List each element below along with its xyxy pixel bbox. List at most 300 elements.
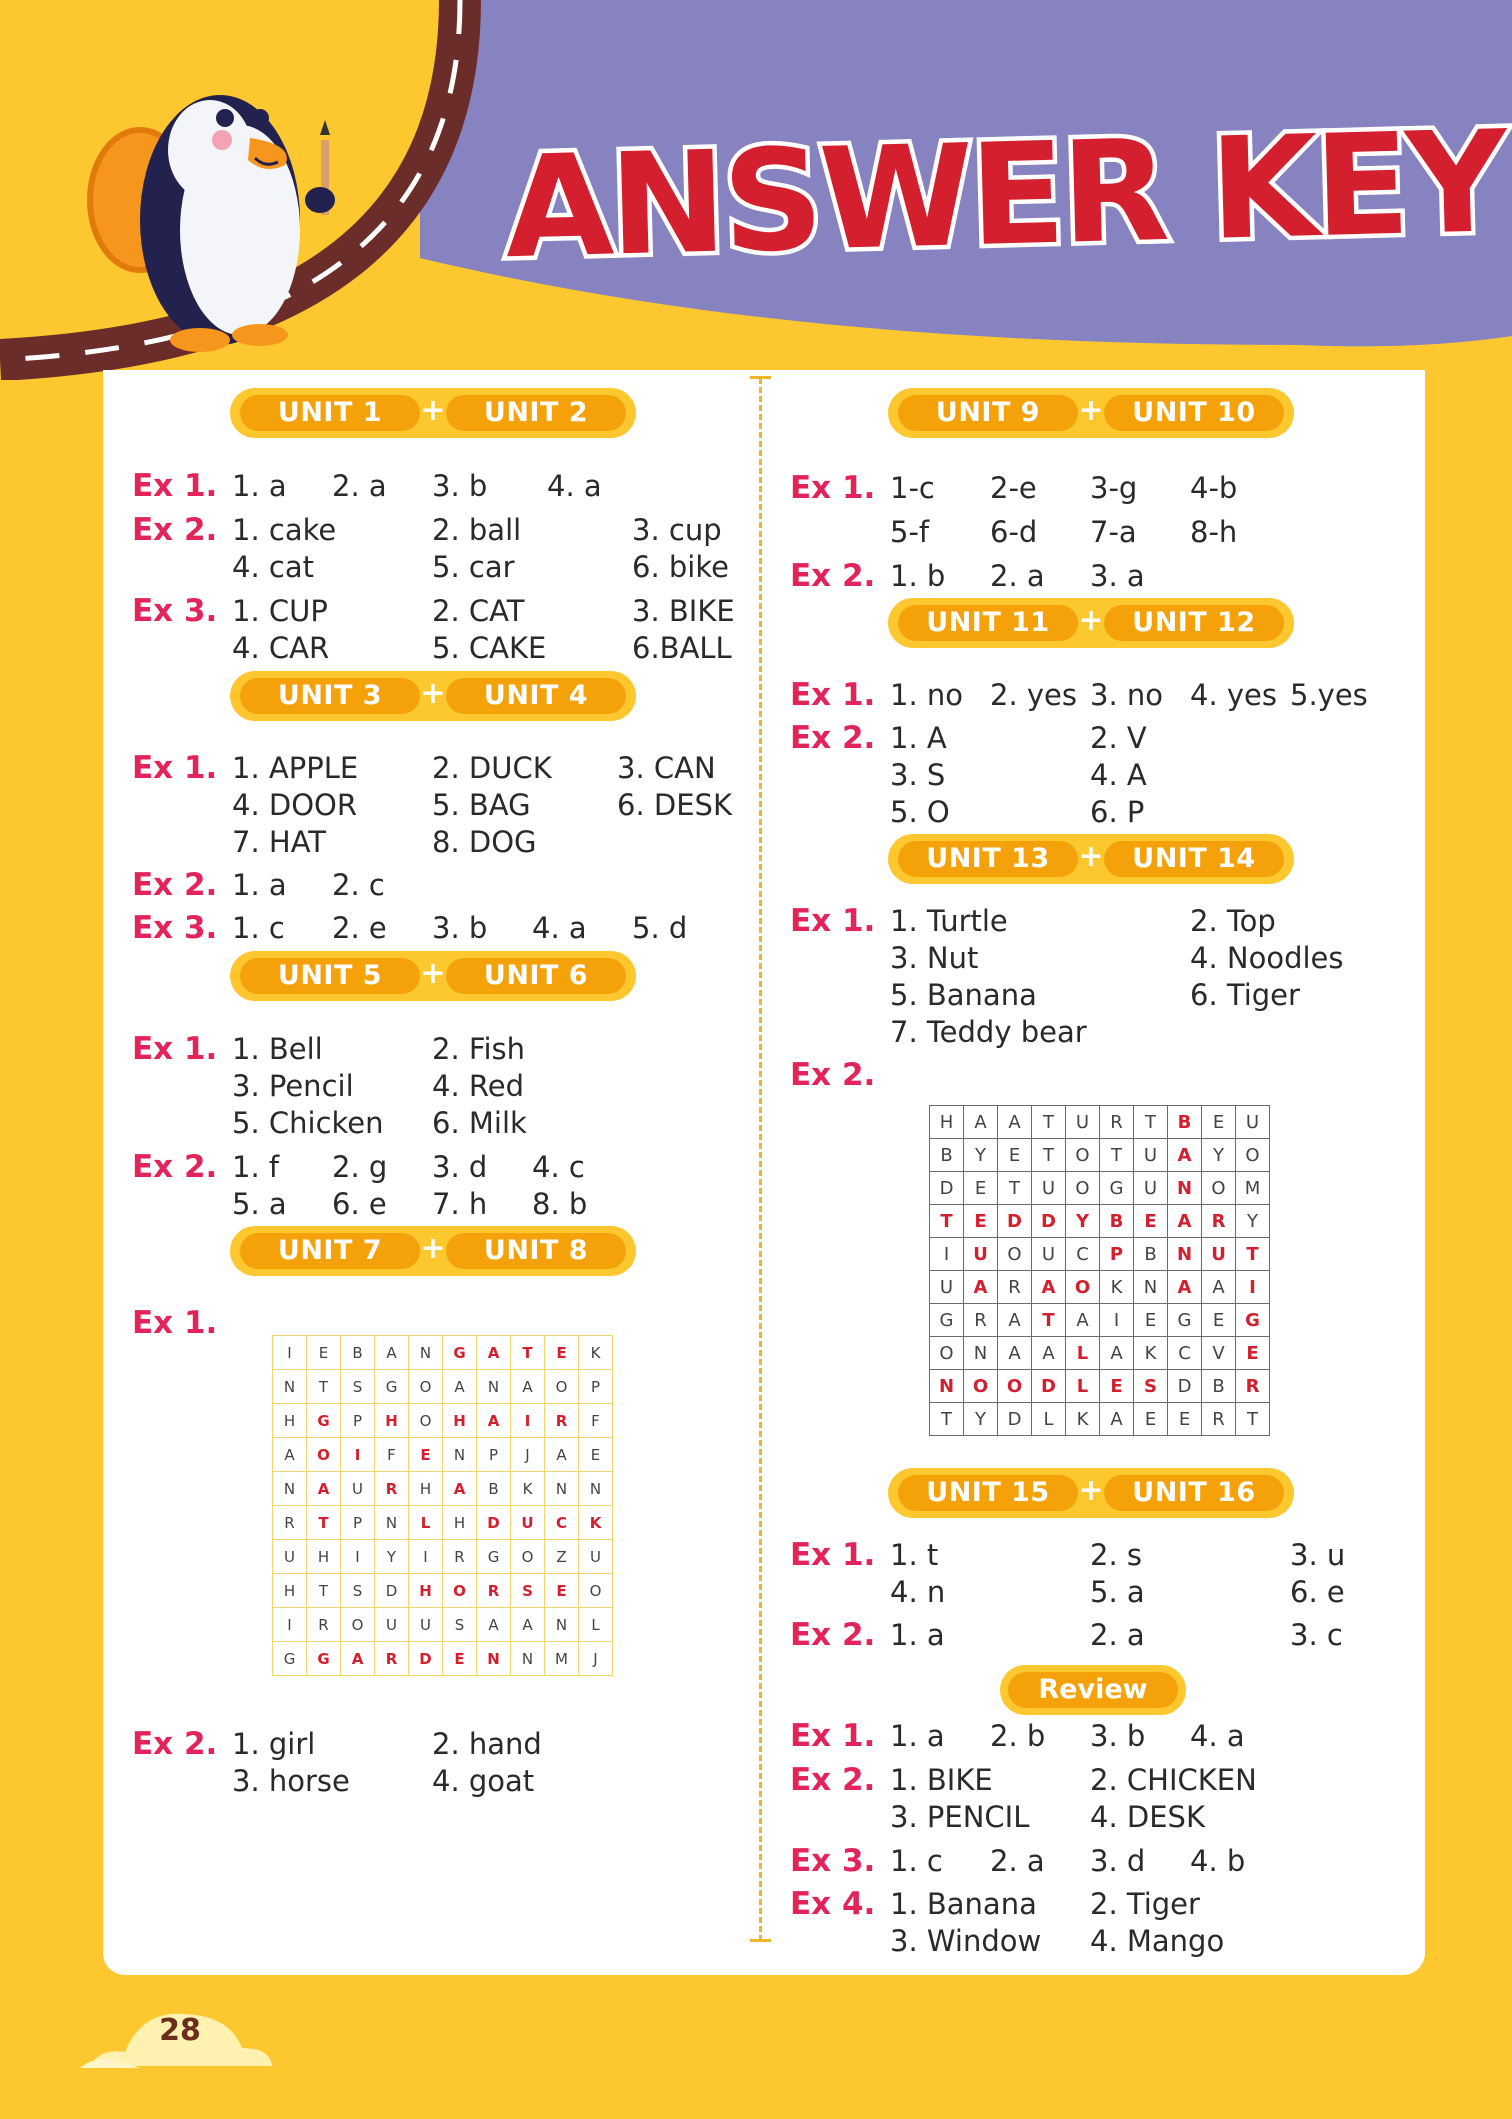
unit-label-12: UNIT 12: [1104, 605, 1284, 641]
grid-cell: D: [998, 1403, 1032, 1436]
grid-cell: A: [1100, 1403, 1134, 1436]
grid-cell: T: [307, 1370, 341, 1404]
answer: 4. c: [532, 1150, 585, 1184]
grid-cell: S: [511, 1574, 545, 1608]
grid-cell: A: [511, 1370, 545, 1404]
grid-cell: A: [998, 1304, 1032, 1337]
answer: 2. hand: [432, 1727, 542, 1761]
grid-row: [930, 1337, 1270, 1370]
grid-cell: R: [307, 1608, 341, 1642]
grid-cell: D: [930, 1172, 964, 1205]
grid-cell: H: [273, 1574, 307, 1608]
grid-cell: T: [998, 1172, 1032, 1205]
grid-cell: N: [1134, 1271, 1168, 1304]
unit-header-13-14: [888, 834, 1294, 884]
grid-cell: O: [511, 1540, 545, 1574]
grid-cell: T: [1100, 1139, 1134, 1172]
unit-header-11-12: [888, 598, 1294, 648]
answer: 3. Nut: [890, 941, 979, 975]
word-search-grid-b: [929, 1105, 1270, 1436]
answer: 1. A: [890, 721, 947, 755]
unit-label-9: UNIT 9: [898, 395, 1078, 431]
grid-cell: I: [273, 1608, 307, 1642]
grid-cell: M: [1236, 1172, 1270, 1205]
answer: 3-g: [1090, 471, 1138, 505]
grid-cell: D: [409, 1642, 443, 1676]
grid-cell: O: [443, 1574, 477, 1608]
answer: 1. girl: [232, 1727, 316, 1761]
grid-cell: T: [1032, 1304, 1066, 1337]
answer: 4. Mango: [1090, 1924, 1225, 1958]
grid-cell: A: [273, 1438, 307, 1472]
grid-cell: R: [1202, 1205, 1236, 1238]
grid-cell: Y: [964, 1139, 998, 1172]
answer: 5. CAKE: [432, 631, 547, 665]
grid-row: [930, 1139, 1270, 1172]
word-search-grid-a: [272, 1335, 613, 1676]
grid-cell: R: [375, 1472, 409, 1506]
answer: 4. CAR: [232, 631, 330, 665]
grid-cell: D: [1032, 1205, 1066, 1238]
unit-header-1-2: [230, 388, 636, 438]
grid-cell: O: [930, 1337, 964, 1370]
grid-cell: G: [443, 1336, 477, 1370]
grid-cell: T: [307, 1506, 341, 1540]
grid-cell: N: [477, 1642, 511, 1676]
grid-cell: L: [409, 1506, 443, 1540]
grid-cell: G: [273, 1642, 307, 1676]
grid-cell: E: [964, 1172, 998, 1205]
grid-cell: K: [511, 1472, 545, 1506]
exercise-label: Ex 2.: [790, 1762, 876, 1798]
answer: 5. a: [1090, 1575, 1145, 1609]
grid-cell: Y: [1236, 1205, 1270, 1238]
grid-cell: I: [273, 1336, 307, 1370]
grid-cell: U: [1236, 1106, 1270, 1139]
grid-cell: G: [375, 1370, 409, 1404]
grid-cell: U: [579, 1540, 613, 1574]
unit-label-6: UNIT 6: [446, 958, 626, 994]
grid-cell: T: [1032, 1106, 1066, 1139]
grid-cell: A: [1168, 1205, 1202, 1238]
answer: 3. b: [432, 911, 488, 945]
grid-cell: O: [409, 1404, 443, 1438]
answer: 6.BALL: [632, 631, 732, 665]
grid-cell: G: [1168, 1304, 1202, 1337]
grid-cell: D: [998, 1205, 1032, 1238]
answer: 4. cat: [232, 550, 314, 584]
column-divider-cap-bottom: [750, 1939, 771, 1942]
grid-cell: I: [341, 1540, 375, 1574]
grid-cell: T: [1134, 1106, 1168, 1139]
answer: 2. Fish: [432, 1032, 526, 1066]
grid-cell: U: [964, 1238, 998, 1271]
grid-cell: G: [477, 1540, 511, 1574]
grid-cell: S: [1134, 1370, 1168, 1403]
answer: 4. b: [1190, 1844, 1246, 1878]
grid-cell: E: [409, 1438, 443, 1472]
exercise-label: Ex 1.: [132, 1305, 218, 1341]
grid-row: [930, 1304, 1270, 1337]
answer: 6. Tiger: [1190, 978, 1300, 1012]
answer: 7. Teddy bear: [890, 1015, 1087, 1049]
answer: 4. Red: [432, 1069, 524, 1103]
answer: 2. a: [1090, 1618, 1145, 1652]
grid-cell: I: [930, 1238, 964, 1271]
grid-cell: P: [579, 1370, 613, 1404]
grid-cell: H: [409, 1574, 443, 1608]
unit-label-11: UNIT 11: [898, 605, 1078, 641]
grid-cell: V: [1202, 1337, 1236, 1370]
unit-header-9-10: [888, 388, 1294, 438]
exercise-label: Ex 1.: [132, 468, 218, 504]
grid-cell: N: [477, 1370, 511, 1404]
grid-cell: Y: [1202, 1139, 1236, 1172]
exercise-label: Ex 1.: [132, 750, 218, 786]
answer: 7. HAT: [232, 825, 326, 859]
grid-cell: I: [409, 1540, 443, 1574]
grid-cell: A: [1168, 1271, 1202, 1304]
exercise-label: Ex 2.: [790, 1617, 876, 1653]
unit-label-3: UNIT 3: [240, 678, 420, 714]
grid-cell: O: [579, 1574, 613, 1608]
grid-cell: O: [964, 1370, 998, 1403]
answer: 1. c: [232, 911, 285, 945]
grid-cell: D: [477, 1506, 511, 1540]
grid-cell: N: [1168, 1238, 1202, 1271]
grid-cell: E: [307, 1336, 341, 1370]
grid-cell: S: [341, 1370, 375, 1404]
grid-cell: G: [307, 1642, 341, 1676]
answer: 1. cake: [232, 513, 337, 547]
grid-cell: I: [1100, 1304, 1134, 1337]
grid-cell: N: [545, 1608, 579, 1642]
grid-row: [273, 1472, 613, 1506]
exercise-label: Ex 1.: [132, 1031, 218, 1067]
grid-cell: K: [1134, 1337, 1168, 1370]
unit-label-15: UNIT 15: [898, 1475, 1078, 1511]
grid-cell: F: [375, 1438, 409, 1472]
answer: 3. c: [1290, 1618, 1343, 1652]
grid-cell: K: [579, 1336, 613, 1370]
grid-cell: P: [341, 1506, 375, 1540]
answer: 2. CAT: [432, 594, 525, 628]
grid-cell: R: [443, 1540, 477, 1574]
answer: 2. Top: [1190, 904, 1276, 938]
exercise-label: Ex 2.: [132, 1726, 218, 1762]
answer: 2. c: [332, 868, 385, 902]
answer: 5. d: [632, 911, 688, 945]
plus-icon: +: [1078, 1473, 1104, 1508]
grid-cell: T: [1236, 1403, 1270, 1436]
grid-cell: Y: [964, 1403, 998, 1436]
unit-label-5: UNIT 5: [240, 958, 420, 994]
answer: 2. a: [990, 1844, 1045, 1878]
answer: 2. ball: [432, 513, 522, 547]
answer: 3. a: [1090, 559, 1145, 593]
review-label: Review: [1008, 1672, 1178, 1708]
grid-cell: E: [1134, 1205, 1168, 1238]
page-title: ANSWER KEY: [503, 101, 1506, 291]
answer: 2. Tiger: [1090, 1887, 1200, 1921]
exercise-label: Ex 1.: [790, 470, 876, 506]
grid-cell: N: [964, 1337, 998, 1370]
unit-label-13: UNIT 13: [898, 841, 1078, 877]
grid-cell: U: [1066, 1106, 1100, 1139]
grid-cell: O: [1236, 1139, 1270, 1172]
unit-label-14: UNIT 14: [1104, 841, 1284, 877]
grid-cell: E: [1202, 1106, 1236, 1139]
grid-cell: T: [930, 1205, 964, 1238]
grid-row: [273, 1540, 613, 1574]
answer: 3. b: [1090, 1719, 1146, 1753]
grid-cell: A: [1168, 1139, 1202, 1172]
grid-cell: H: [443, 1506, 477, 1540]
grid-cell: T: [1236, 1238, 1270, 1271]
answer: 3. BIKE: [632, 594, 735, 628]
plus-icon: +: [1078, 839, 1104, 874]
grid-cell: N: [273, 1472, 307, 1506]
exercise-label: Ex 1.: [790, 1537, 876, 1573]
grid-cell: R: [1236, 1370, 1270, 1403]
grid-cell: K: [579, 1506, 613, 1540]
exercise-label: Ex 3.: [790, 1843, 876, 1879]
grid-cell: B: [1202, 1370, 1236, 1403]
grid-cell: L: [579, 1608, 613, 1642]
grid-cell: O: [545, 1370, 579, 1404]
answer: 1. APPLE: [232, 751, 359, 785]
grid-cell: E: [1100, 1370, 1134, 1403]
grid-row: [273, 1336, 613, 1370]
grid-cell: D: [1032, 1370, 1066, 1403]
answer: 3. d: [1090, 1844, 1146, 1878]
grid-cell: O: [307, 1438, 341, 1472]
grid-cell: L: [1066, 1370, 1100, 1403]
answer: 1. no: [890, 678, 964, 712]
plus-icon: +: [420, 676, 446, 711]
grid-cell: E: [545, 1336, 579, 1370]
answer: 5.yes: [1290, 678, 1368, 712]
answer: 5-f: [890, 515, 930, 549]
grid-cell: A: [341, 1642, 375, 1676]
plus-icon: +: [420, 393, 446, 428]
grid-cell: U: [341, 1472, 375, 1506]
exercise-label: Ex 3.: [132, 593, 218, 629]
answer: 1. BIKE: [890, 1763, 993, 1797]
answer: 7-a: [1090, 515, 1137, 549]
unit-header-5-6: [230, 951, 636, 1001]
answer: 6. e: [332, 1187, 387, 1221]
answer: 3. S: [890, 758, 946, 792]
grid-cell: R: [545, 1404, 579, 1438]
answer: 3. horse: [232, 1764, 350, 1798]
answer: 1. a: [890, 1618, 945, 1652]
unit-label-7: UNIT 7: [240, 1233, 420, 1269]
grid-cell: G: [930, 1304, 964, 1337]
grid-cell: P: [477, 1438, 511, 1472]
grid-cell: B: [477, 1472, 511, 1506]
plus-icon: +: [1078, 393, 1104, 428]
grid-cell: L: [1066, 1337, 1100, 1370]
grid-row: [930, 1238, 1270, 1271]
answer: 6. bike: [632, 550, 729, 584]
exercise-label: Ex 4.: [790, 1886, 876, 1922]
grid-cell: U: [930, 1271, 964, 1304]
grid-cell: U: [409, 1608, 443, 1642]
answer: 1. a: [890, 1719, 945, 1753]
grid-row: [273, 1404, 613, 1438]
grid-row: [273, 1506, 613, 1540]
answer: 4. DOOR: [232, 788, 358, 822]
grid-cell: K: [1100, 1271, 1134, 1304]
answer: 3. u: [1290, 1538, 1346, 1572]
answer: 4. n: [890, 1575, 946, 1609]
grid-cell: A: [1202, 1271, 1236, 1304]
unit-label-2: UNIT 2: [446, 395, 626, 431]
grid-cell: H: [307, 1540, 341, 1574]
grid-cell: A: [1100, 1337, 1134, 1370]
answer: 3. Pencil: [232, 1069, 354, 1103]
grid-cell: R: [1202, 1403, 1236, 1436]
grid-cell: F: [579, 1404, 613, 1438]
grid-cell: G: [307, 1404, 341, 1438]
grid-cell: T: [307, 1574, 341, 1608]
grid-cell: B: [341, 1336, 375, 1370]
grid-cell: A: [964, 1106, 998, 1139]
grid-cell: A: [998, 1106, 1032, 1139]
grid-cell: B: [1168, 1106, 1202, 1139]
answer: 5. Banana: [890, 978, 1037, 1012]
answer: 4. a: [547, 469, 602, 503]
answer: 2. a: [990, 559, 1045, 593]
answer: 6-d: [990, 515, 1038, 549]
grid-cell: H: [443, 1404, 477, 1438]
grid-cell: H: [409, 1472, 443, 1506]
grid-cell: N: [930, 1370, 964, 1403]
grid-cell: B: [1134, 1238, 1168, 1271]
grid-cell: O: [1066, 1271, 1100, 1304]
grid-cell: U: [273, 1540, 307, 1574]
plus-icon: +: [420, 1231, 446, 1266]
answer: 4. a: [1190, 1719, 1245, 1753]
review-header: [1000, 1665, 1186, 1715]
plus-icon: +: [1078, 603, 1104, 638]
grid-row: [930, 1205, 1270, 1238]
answer: 5. O: [890, 795, 950, 829]
grid-cell: A: [443, 1472, 477, 1506]
answer: 1. t: [890, 1538, 939, 1572]
answer: 1. Turtle: [890, 904, 1008, 938]
grid-cell: S: [443, 1608, 477, 1642]
grid-cell: O: [1066, 1172, 1100, 1205]
exercise-label: Ex 1.: [790, 903, 876, 939]
answer: 3. PENCIL: [890, 1800, 1030, 1834]
grid-cell: O: [998, 1370, 1032, 1403]
grid-cell: R: [375, 1642, 409, 1676]
answer: 6. e: [1290, 1575, 1345, 1609]
grid-cell: H: [930, 1106, 964, 1139]
grid-row: [930, 1172, 1270, 1205]
grid-cell: U: [375, 1608, 409, 1642]
answer: 1. a: [232, 469, 287, 503]
column-divider: [759, 378, 762, 1941]
unit-label-4: UNIT 4: [446, 678, 626, 714]
grid-cell: H: [375, 1404, 409, 1438]
grid-row: [273, 1642, 613, 1676]
exercise-label: Ex 2.: [132, 867, 218, 903]
answer: 3. CAN: [617, 751, 716, 785]
unit-label-10: UNIT 10: [1104, 395, 1284, 431]
grid-cell: O: [1202, 1172, 1236, 1205]
answer: 3. d: [432, 1150, 488, 1184]
exercise-label: Ex 1.: [790, 1718, 876, 1754]
unit-label-16: UNIT 16: [1104, 1475, 1284, 1511]
exercise-label: Ex 2.: [790, 558, 876, 594]
grid-cell: K: [1066, 1403, 1100, 1436]
grid-cell: T: [1032, 1139, 1066, 1172]
grid-cell: G: [1236, 1304, 1270, 1337]
exercise-label: Ex 2.: [132, 512, 218, 548]
grid-cell: G: [1100, 1172, 1134, 1205]
answer: 5. a: [232, 1187, 287, 1221]
unit-header-7-8: [230, 1226, 636, 1276]
grid-cell: I: [341, 1438, 375, 1472]
grid-row: [930, 1403, 1270, 1436]
grid-cell: S: [341, 1574, 375, 1608]
penguin-mascot-icon: [70, 40, 370, 360]
answer: 2-e: [990, 471, 1037, 505]
grid-cell: H: [273, 1404, 307, 1438]
grid-cell: Y: [1066, 1205, 1100, 1238]
answer: 5. car: [432, 550, 515, 584]
grid-cell: E: [1134, 1403, 1168, 1436]
grid-cell: C: [545, 1506, 579, 1540]
grid-row: [273, 1370, 613, 1404]
grid-cell: E: [545, 1574, 579, 1608]
exercise-label: Ex 1.: [790, 677, 876, 713]
answer: 1. f: [232, 1150, 280, 1184]
grid-cell: A: [375, 1336, 409, 1370]
grid-cell: E: [964, 1205, 998, 1238]
answer: 2. b: [990, 1719, 1046, 1753]
grid-cell: T: [930, 1403, 964, 1436]
grid-cell: E: [998, 1139, 1032, 1172]
answer: 3. b: [432, 469, 488, 503]
grid-cell: A: [1032, 1271, 1066, 1304]
grid-cell: A: [511, 1608, 545, 1642]
grid-cell: U: [1202, 1238, 1236, 1271]
grid-cell: A: [477, 1336, 511, 1370]
answer: 4. goat: [432, 1764, 535, 1798]
unit-header-15-16: [888, 1468, 1294, 1518]
grid-cell: N: [545, 1472, 579, 1506]
grid-cell: E: [443, 1642, 477, 1676]
grid-cell: L: [1032, 1403, 1066, 1436]
answer: 8. DOG: [432, 825, 537, 859]
answer: 2. a: [332, 469, 387, 503]
grid-cell: A: [998, 1337, 1032, 1370]
answer: 4. DESK: [1090, 1800, 1205, 1834]
grid-row: [930, 1106, 1270, 1139]
answer: 2. s: [1090, 1538, 1142, 1572]
exercise-label: Ex 2.: [132, 1149, 218, 1185]
answer: 4. yes: [1190, 678, 1277, 712]
grid-cell: R: [1100, 1106, 1134, 1139]
answer: 2. V: [1090, 721, 1147, 755]
answer: 1. Banana: [890, 1887, 1037, 1921]
grid-cell: N: [1168, 1172, 1202, 1205]
grid-cell: A: [443, 1370, 477, 1404]
